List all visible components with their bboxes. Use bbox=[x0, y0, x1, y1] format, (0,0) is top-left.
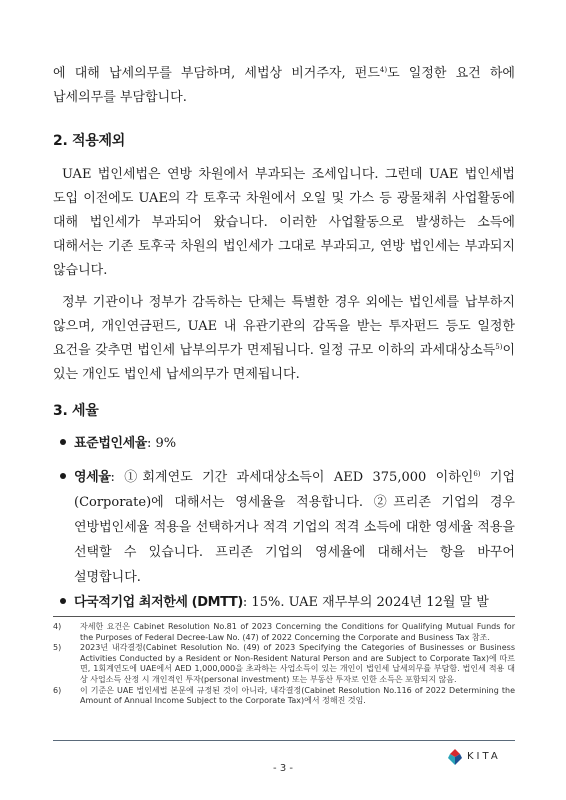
footnote-text: 이 기준은 UAE 법인세법 본문에 규정된 것이 아니라, 내각결정(Cabinet Resolution No.116 of 2022 Determining the Amount of Annual Income Subject to the Corporate Tax)에서 정해진 것임. bbox=[80, 685, 515, 706]
footnote-text: 자세한 요건은 Cabinet Resolution No.81 of 2023 Concerning the Conditions for Qualifying Mutual Funds for the Purposes of Federal Decree-Law No. (47) of 2022 Concerning the Corporate and Business Tax 참조. bbox=[80, 622, 515, 642]
footnote-number: 5) bbox=[53, 643, 62, 653]
section-3-heading: 3. 세율 bbox=[53, 403, 99, 419]
bullet-dmtt bbox=[60, 590, 515, 615]
footnote-text: 2023년 내각결정(Cabinet Resolution No. (49) of 2023 Specifying the Categories of Businesses or Business Activities Conducted by a Resident or Non-Resident Natural Person and are Subject to Corporate Tax)에 따르면, 1회계연도에 UAE에서 AED 1,000,000을 초과하는 사업소득이 있는 개인이 법인세 납세의무를 부담함. 법인세 적용 대상 사업소득 산정 시 개인적인 투자(personal investment) 또는 부동산 투자로 인한 소득은 포함되지 않음. bbox=[80, 643, 515, 684]
footnote-ref-6[interactable]: 6) bbox=[473, 470, 481, 478]
footnote-ref-5[interactable]: 5) bbox=[495, 343, 503, 351]
section-2-paragraph-2-text: 정부 기관이나 정부가 감독하는 단체는 특별한 경우 외에는 법인세를 납부하지 않으며, 개인연금펀드, UAE 내 유관기관의 감독을 받는 투자펀드 등도 일정한 요건을 갖추면 법인세 납부의무가 면제됩니다. 일정 규모 이하의 과세대상소득 bbox=[53, 295, 515, 358]
footnote-6 bbox=[53, 686, 515, 707]
term-dmtt: 다국적기업 최저한세 (DMTT) bbox=[74, 595, 243, 610]
dmtt-text: : 15%. UAE 재무부의 2024년 12월 말 발 bbox=[242, 595, 489, 610]
kita-logo-text: KITA bbox=[467, 751, 501, 762]
zero-rate-text: : ①회계연도 기간 과세대상소득이 AED 375,000 이하인 bbox=[110, 470, 474, 485]
footnote-5 bbox=[53, 643, 515, 685]
intro-text-cont: 도 일정한 요건 하에 납세의무를 부담합니다. bbox=[53, 66, 515, 105]
section-2-paragraph-2 bbox=[53, 291, 515, 387]
bullet-dot-icon bbox=[60, 439, 66, 445]
intro-text: 에 대해 납세의무를 부담하며, 세법상 비거주자, 펀드 bbox=[53, 66, 380, 81]
bullet-dot-icon bbox=[60, 473, 66, 479]
standard-rate-text: : 9% bbox=[146, 436, 177, 451]
section-2-heading: 2. 적용제외 bbox=[53, 133, 125, 149]
bullet-zero-rate bbox=[60, 465, 515, 590]
zero-rate-text-cont: 기업(Corporate)에 대해서는 영세율을 적용합니다. ②프리존 기업의 경우 연방법인세율 적용을 선택하거나 적격 기업의 적격 소득에 대한 영세율 적용을 선택할 수 있습니다. 프리존 기업의 영세율에 대해서는 항을 바꾸어 설명합니다. bbox=[74, 470, 516, 585]
footnotes bbox=[53, 622, 515, 707]
intro-paragraph bbox=[53, 62, 515, 110]
term-zero-rate: 영세율 bbox=[74, 470, 111, 485]
bullet-dot-icon bbox=[60, 598, 66, 604]
page-number: - 3 - bbox=[273, 763, 293, 774]
footnote-number: 6) bbox=[53, 685, 62, 695]
term-standard-rate: 표준법인세율 bbox=[74, 436, 147, 451]
footnote-divider bbox=[53, 616, 515, 617]
section-2-paragraph-1: UAE 법인세법은 연방 차원에서 부과되는 조세입니다. 그런데 UAE 법인세법 도입 이전에도 UAE의 각 토후국 차원에서 오일 및 가스 등 광물채취 사업활동에 대해 법인세가 부과되어 왔습니다. 이러한 사업활동으로 발생하는 소득에 대해서는 기존 토후국 차원의 법인세가 그대로 부과되고, 연방 법인세는 부과되지 않습니다. bbox=[53, 167, 515, 278]
section-2-paragraph-2-text-cont: 이 있는 개인도 법인세 납세의무가 면제됩니다. bbox=[53, 343, 515, 382]
footnote-ref-4[interactable]: 4) bbox=[379, 66, 388, 74]
footnote-number: 4) bbox=[53, 622, 62, 631]
bullet-standard-rate bbox=[60, 431, 515, 456]
footnote-4 bbox=[53, 622, 515, 643]
footer-divider bbox=[53, 740, 515, 741]
